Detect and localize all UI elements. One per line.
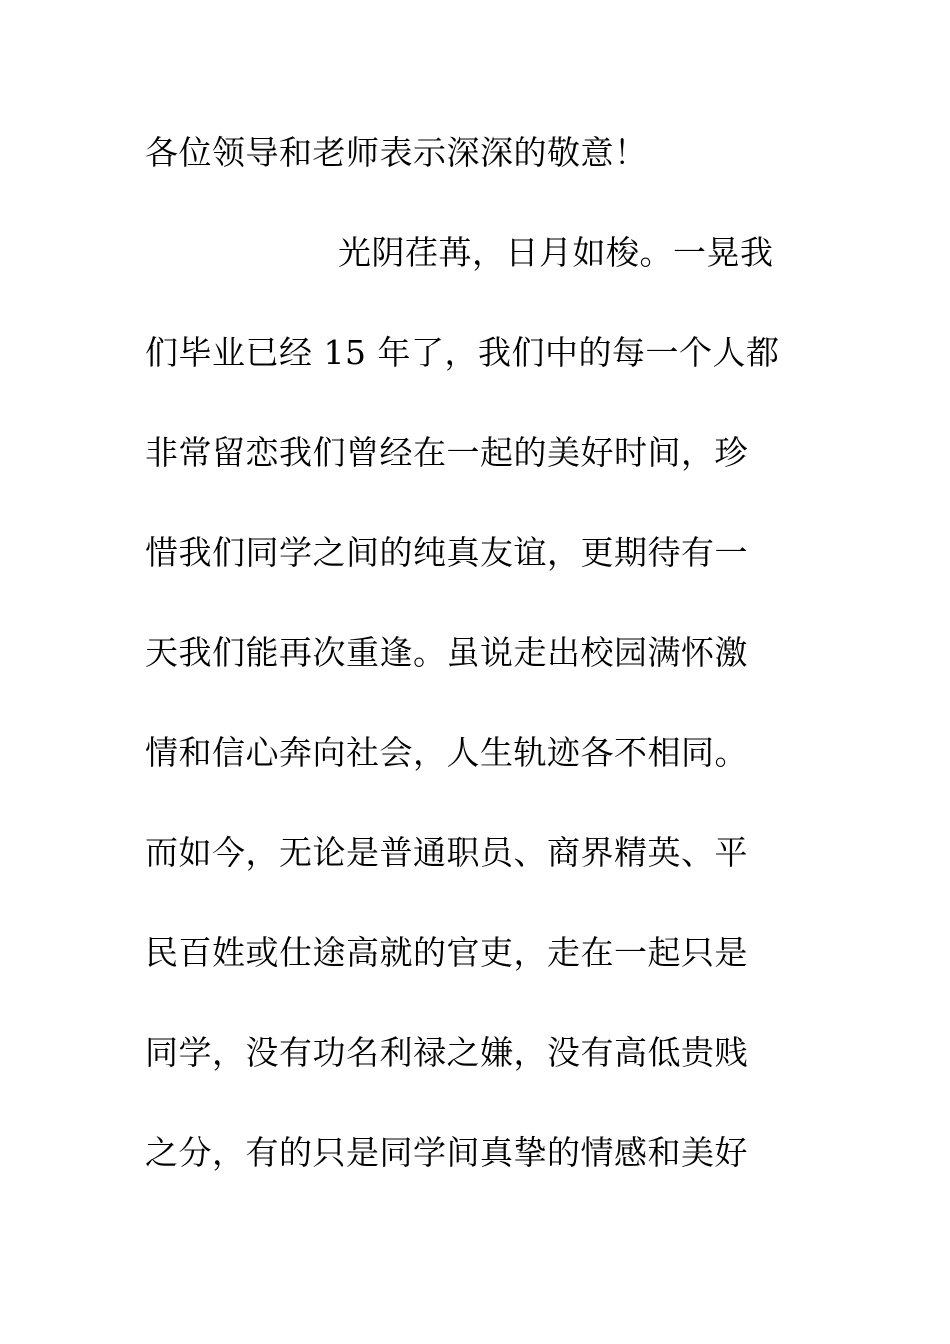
body-text-line: 光阴荏苒，日月如梭。一晃我 (338, 233, 774, 272)
body-text-line: 之分，有的只是同学间真挚的情感和美好 (145, 1133, 748, 1172)
body-text-line: 天我们能再次重逢。虽说走出校园满怀激 (145, 633, 748, 672)
body-text-line: 非常留恋我们曾经在一起的美好时间，珍 (145, 433, 748, 472)
body-text-line: 同学，没有功名利禄之嫌，没有高低贵贱 (145, 1033, 748, 1072)
body-text-line: 而如今，无论是普通职员、商界精英、平 (145, 833, 748, 872)
body-text-line: 惜我们同学之间的纯真友谊，更期待有一 (145, 533, 748, 572)
body-text-line: 情和信心奔向社会，人生轨迹各不相同。 (145, 733, 748, 772)
body-text-line: 们毕业已经 15 年了，我们中的每一个人都 (145, 333, 780, 372)
body-text-line: 各位领导和老师表示深深的敬意！ (145, 133, 648, 172)
body-text-line: 民百姓或仕途高就的官吏，走在一起只是 (145, 933, 748, 972)
